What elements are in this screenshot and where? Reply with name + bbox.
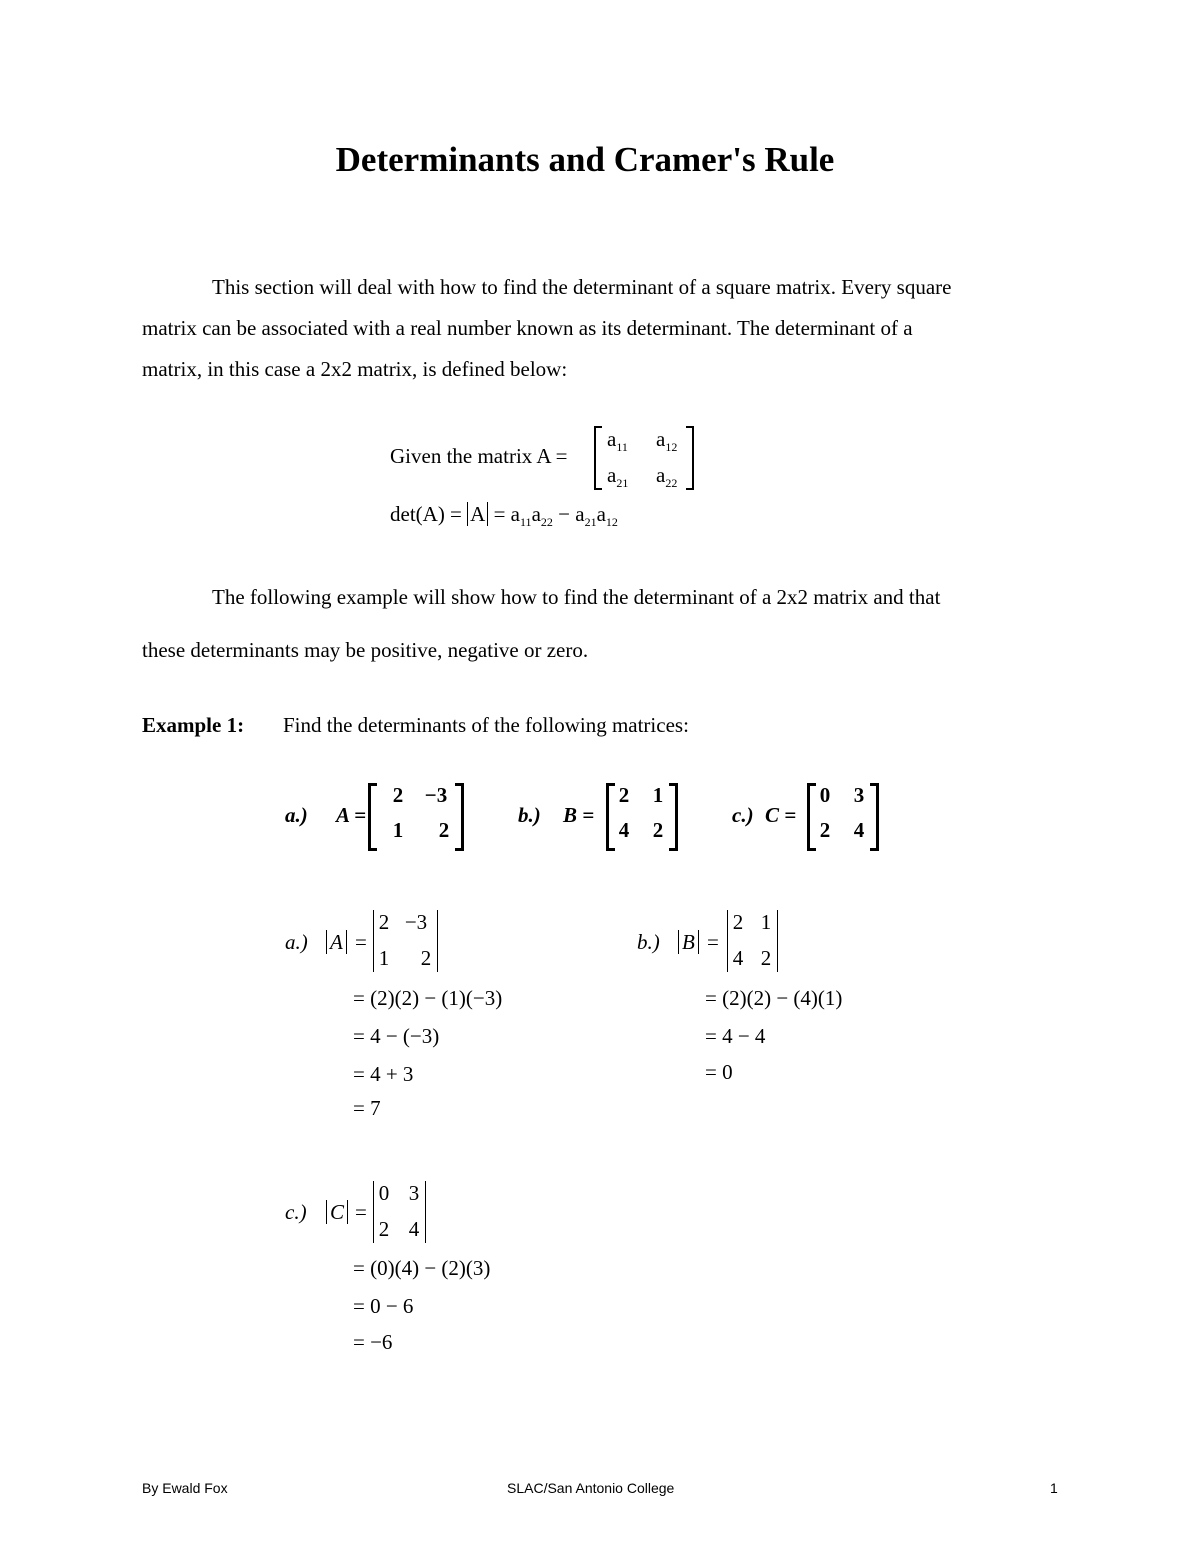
footer-page-number: 1 bbox=[1050, 1480, 1058, 1496]
solution-b-right-bar bbox=[777, 910, 778, 972]
solution-b-step-2: = 4 − 4 bbox=[705, 1024, 766, 1048]
solution-a-abs-name: A bbox=[326, 930, 347, 954]
following-line-2: these determinants may be positive, negative or zero. bbox=[142, 638, 589, 662]
intro-line-2: matrix can be associated with a real number known as its determinant. The determinant of a bbox=[142, 316, 913, 340]
solution-b-equals: = bbox=[707, 930, 719, 954]
matrix-a-cell-21: 1 bbox=[392, 818, 404, 842]
matrix-b-cell-11: 2 bbox=[618, 783, 630, 807]
solution-c-right-bar bbox=[425, 1181, 426, 1243]
solution-c-cell-12: 3 bbox=[408, 1181, 420, 1205]
page-title: Determinants and Cramer's Rule bbox=[335, 140, 835, 179]
solution-a-cell-11: 2 bbox=[378, 910, 390, 934]
intro-line-1: This section will deal with how to find the determinant of a square matrix. Every square bbox=[212, 275, 952, 299]
definition-left-bracket bbox=[594, 426, 602, 490]
following-paragraph bbox=[142, 571, 1052, 677]
cell-a21: $a_{21}$ bbox=[607, 463, 629, 490]
matrix-b-cell-12: 1 bbox=[652, 783, 664, 807]
matrix-c-label: c.) bbox=[732, 803, 754, 827]
solution-a-cell-22: 2 bbox=[420, 946, 432, 970]
solution-a-left-bar bbox=[373, 910, 374, 972]
solution-a-cell-12: −3 bbox=[404, 910, 428, 934]
solution-b-left-bar bbox=[727, 910, 728, 972]
matrix-b-name: B = bbox=[563, 803, 595, 827]
matrix-a-left-bracket bbox=[368, 783, 377, 851]
solution-b-cell-11: 2 bbox=[732, 910, 744, 934]
matrix-c-right-bracket bbox=[870, 783, 879, 851]
solution-a-step-2: = 4 − (−3) bbox=[353, 1024, 440, 1048]
matrix-b-label: b.) bbox=[518, 803, 541, 827]
solution-a-cell-21: 1 bbox=[378, 946, 390, 970]
footer-institution: SLAC/San Antonio College bbox=[507, 1480, 675, 1496]
definition-right-bracket bbox=[686, 426, 694, 490]
solution-b-step-3: = 0 bbox=[705, 1060, 733, 1084]
solution-a-equals: = bbox=[355, 930, 367, 954]
solution-c-cell-21: 2 bbox=[378, 1217, 390, 1241]
solution-c-cell-22: 4 bbox=[408, 1217, 420, 1241]
solution-a-step-3: = 4 + 3 bbox=[353, 1062, 414, 1086]
matrix-c-cell-22: 4 bbox=[853, 818, 865, 842]
matrix-c-cell-12: 3 bbox=[853, 783, 865, 807]
matrix-c-cell-21: 2 bbox=[819, 818, 831, 842]
cell-a11: $a_{11}$ bbox=[607, 427, 628, 454]
solution-c-equals: = bbox=[355, 1200, 367, 1224]
matrix-b-cell-22: 2 bbox=[652, 818, 664, 842]
matrix-a-cell-12: −3 bbox=[424, 783, 448, 807]
matrix-c-name: C = bbox=[765, 803, 797, 827]
intro-line-3: matrix, in this case a 2x2 matrix, is defined below: bbox=[142, 357, 568, 381]
solution-b-abs-name: B bbox=[678, 930, 699, 954]
det-formula: $\det(A) = A = a_{11}a_{22} - a_{21}a_{12}$ bbox=[390, 502, 618, 529]
matrix-b-cell-21: 4 bbox=[618, 818, 630, 842]
cell-a22: $a_{22}$ bbox=[656, 463, 678, 490]
solution-c-cell-11: 0 bbox=[378, 1181, 390, 1205]
solution-c-step-1: = (0)(4) − (2)(3) bbox=[353, 1256, 491, 1280]
solution-b-cell-22: 2 bbox=[760, 946, 772, 970]
solution-a-step-1: = (2)(2) − (1)(−3) bbox=[353, 986, 503, 1010]
matrix-a-cell-22: 2 bbox=[438, 818, 450, 842]
solution-c-step-2: = 0 − 6 bbox=[353, 1294, 414, 1318]
following-line-1: The following example will show how to find the determinant of a 2x2 matrix and that bbox=[212, 585, 941, 609]
matrix-a-cell-11: 2 bbox=[392, 783, 404, 807]
solution-c-step-3: = −6 bbox=[353, 1330, 393, 1354]
matrix-a-right-bracket bbox=[455, 783, 464, 851]
example-label: Example 1: bbox=[142, 713, 245, 737]
solution-a-right-bar bbox=[437, 910, 438, 972]
solution-c-label: c.) bbox=[285, 1200, 307, 1224]
solution-b-step-1: = (2)(2) − (4)(1) bbox=[705, 986, 843, 1010]
given-text: Given the matrix A = bbox=[390, 444, 568, 468]
cell-a12: $a_{12}$ bbox=[656, 427, 678, 454]
det-abs-a: A bbox=[467, 502, 488, 526]
solution-b-cell-21: 4 bbox=[732, 946, 744, 970]
intro-paragraph bbox=[142, 267, 1052, 390]
footer-author: By Ewald Fox bbox=[142, 1480, 228, 1496]
solution-b-cell-12: 1 bbox=[760, 910, 772, 934]
solution-c-abs-name: C bbox=[326, 1200, 348, 1224]
matrix-c-cell-11: 0 bbox=[819, 783, 831, 807]
matrix-a-name: A = bbox=[336, 803, 367, 827]
solution-c-left-bar bbox=[373, 1181, 374, 1243]
solution-a-step-4: = 7 bbox=[353, 1096, 381, 1120]
matrix-b-right-bracket bbox=[669, 783, 678, 851]
solution-a-label: a.) bbox=[285, 930, 308, 954]
example-prompt: Find the determinants of the following matrices: bbox=[283, 713, 689, 737]
solution-b-label: b.) bbox=[637, 930, 660, 954]
matrix-a-label: a.) bbox=[285, 803, 308, 827]
